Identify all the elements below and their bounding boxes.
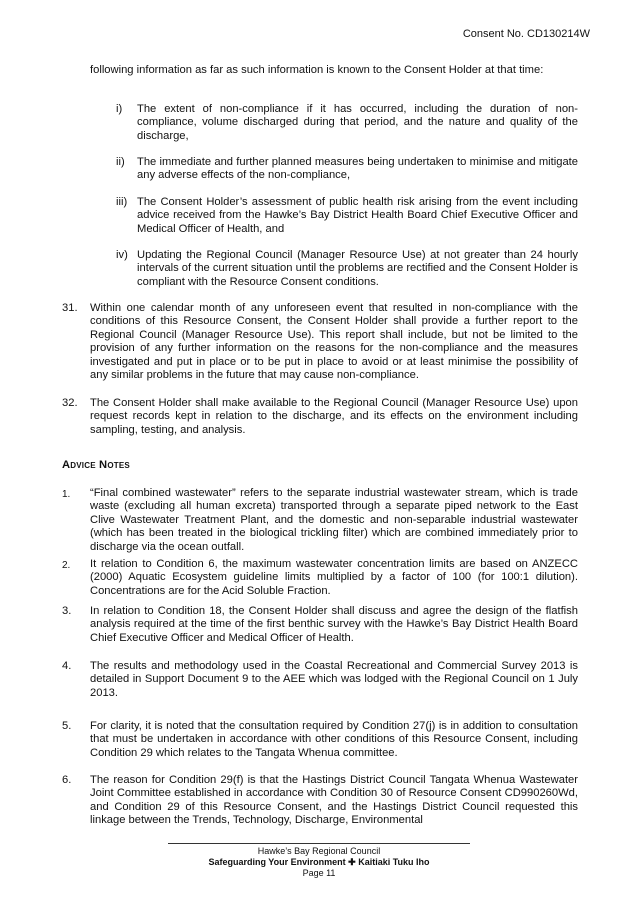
- footer-tagline-left: Safeguarding Your Environment: [208, 857, 346, 867]
- note-number: 4.: [62, 660, 72, 672]
- condition-text: The Consent Holder shall make available to the Regional Council (Manager Resource Use) upon request records kept in relation to the discharge, and its effects on the environment including sampling, testing, and analysis.: [90, 397, 578, 436]
- subitem-label: i): [116, 103, 123, 115]
- page-number: Page 11: [302, 868, 336, 878]
- advice-notes-heading: Advice Notes: [62, 459, 130, 471]
- subitem-text: Updating the Regional Council (Manager Resource Use) at not greater than 24 hourly intervals of the current situation until the problems are rectified and the Consent Holder is compliant with the Resource Consent conditions.: [137, 249, 578, 288]
- note-text: In relation to Condition 18, the Consent Holder shall discuss and agree the design of the flatfish analysis required at the time of the first benthic survey with the Hawke’s Bay District Health Board Chief Executive Officer and Medical Officer of Health.: [90, 605, 578, 644]
- subitem-text: The Consent Holder’s assessment of public health risk arising from the event including advice received from the Hawke’s Bay District Health Board Chief Executive Officer and Medical Officer of Health, and: [137, 196, 578, 235]
- note-number: 6.: [62, 774, 72, 786]
- subitem-label: iii): [116, 196, 128, 208]
- consent-number: Consent No. CD130214W: [462, 28, 590, 40]
- condition-number: 31.: [62, 302, 78, 314]
- note-number: 3.: [62, 605, 72, 617]
- note-text: For clarity, it is noted that the consultation required by Condition 27(j) is in addition to consultation that must be undertaken in accordance with other conditions of this Resource Consent, including Condition 29 which relates to the Tangata Whenua committee.: [90, 720, 578, 759]
- subitem-label: iv): [116, 249, 128, 261]
- note-number: 1.: [62, 489, 71, 500]
- footer-divider: [168, 843, 470, 844]
- note-text: “Final combined wastewater” refers to the separate industrial wastewater stream, which is trade waste (excluding all human excreta) transported through a separate piped network to the East Clive Wastewater Treatment Plant, and the domestic and non-separable industrial wastewater (which has been treated in the biological trickling filter) which are combined immediately prior to discharge via the ocean outfall.: [90, 487, 578, 553]
- note-number: 2.: [62, 560, 71, 571]
- footer-org: Hawke’s Bay Regional Council: [257, 846, 381, 856]
- note-text: The reason for Condition 29(f) is that the Hastings District Council Tangata Whenua Wastewater Joint Committee established in accordance with Condition 30 of Resource Consent CD990260Wd, and Condition 29 of this Resource Consent, and the Hastings District Council requested this linkage between the Trends, Technology, Discharge, Environmental: [90, 774, 578, 827]
- condition-number: 32.: [62, 397, 78, 409]
- intro-paragraph: following information as far as such information is known to the Consent Holder at that time:: [90, 64, 544, 76]
- note-text: It relation to Condition 6, the maximum wastewater concentration limits are based on ANZECC (2000) Aquatic Ecosystem guideline limits multiplied by a factor of 100 (for 100:1 dilution). Concentrations are for the Acid Soluble Fraction.: [90, 558, 578, 597]
- condition-text: Within one calendar month of any unforeseen event that resulted in non-compliance with the conditions of this Resource Consent, the Consent Holder shall provide a further report to the Regional Council (Manager Resource Use). This report shall include, but not be limited to the provision of any further information on the reasons for the non-compliance and the measures investigated and put in place or to be put in place to avoid or at least minimise the possibility of any similar problems in the future that may cause non-compliance.: [90, 302, 578, 382]
- footer-tagline-right: Kaitiaki Tuku Iho: [358, 857, 430, 867]
- note-text: The results and methodology used in the Coastal Recreational and Commercial Survey 2013 is detailed in Support Document 9 to the AEE which was lodged with the Regional Council on 1 July 2013.: [90, 660, 578, 699]
- subitem-label: ii): [116, 156, 125, 168]
- footer-tagline: [0, 857, 638, 868]
- subitem-text: The extent of non-compliance if it has occurred, including the duration of non-compliance, volume discharged during that period, and the nature and quality of the discharge,: [137, 103, 578, 142]
- subitem-text: The immediate and further planned measures being undertaken to minimise and mitigate any adverse effects of the non-compliance,: [137, 156, 578, 182]
- note-number: 5.: [62, 720, 72, 732]
- plus-cross-icon: ✚: [348, 857, 356, 867]
